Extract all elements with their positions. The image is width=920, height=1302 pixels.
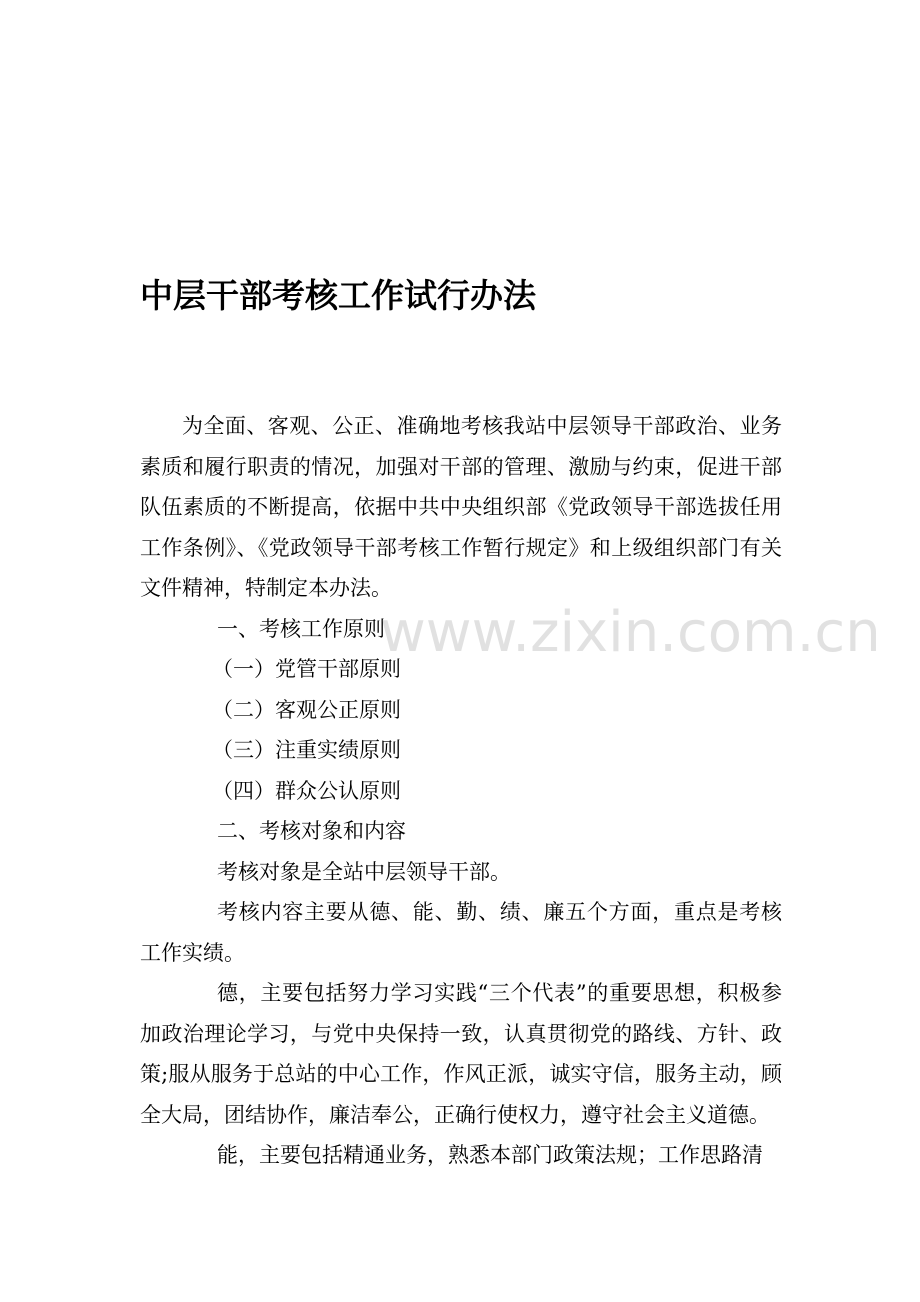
body-paragraph: 能，主要包括精通业务，熟悉本部门政策法规；工作思路清: [217, 1143, 763, 1167]
body-paragraph: 考核内容主要从德、能、勤、绩、廉五个方面，重点是考核工作实绩。: [140, 900, 782, 965]
principle-item: （一）党管干部原则: [212, 657, 401, 681]
principle-item: （二）客观公正原则: [212, 697, 401, 722]
body-paragraph: 德，主要包括努力学习实践“三个代表”的重要思想，积极参加政治理论学习，与党中央保持一致，认真贯彻党的路线、方针、政策;服从服务于总站的中心工作，作风正派，诚实守信，服务主动，顾全大局，团结协作，廉洁奉公，正确行使权力，遵守社会主义道德。: [140, 981, 782, 1127]
intro-paragraph: 为全面、客观、公正、准确地考核我站中层领导干部政治、业务素质和履行职责的情况，加强对干部的管理、激励与约束，促进干部队伍素质的不断提高，依据中共中央组织部《党政领导干部选拔任用工作条例》、《党政领导干部考核工作暂行规定》和上级组织部门有关文件精神，特制定本办法。: [140, 414, 782, 600]
body-paragraph: 考核对象是全站中层领导干部。: [217, 859, 511, 884]
document-body: [140, 406, 782, 1176]
section-heading-scope: 二、考核对象和内容: [217, 819, 406, 843]
watermark-text: www.zixin.com.cn: [380, 600, 881, 665]
section-heading-principles: 一、考核工作原则: [217, 616, 385, 641]
principle-item: （四）群众公认原则: [212, 778, 401, 803]
document-title: 中层干部考核工作试行办法: [140, 276, 536, 315]
principle-item: （三）注重实绩原则: [212, 738, 401, 762]
